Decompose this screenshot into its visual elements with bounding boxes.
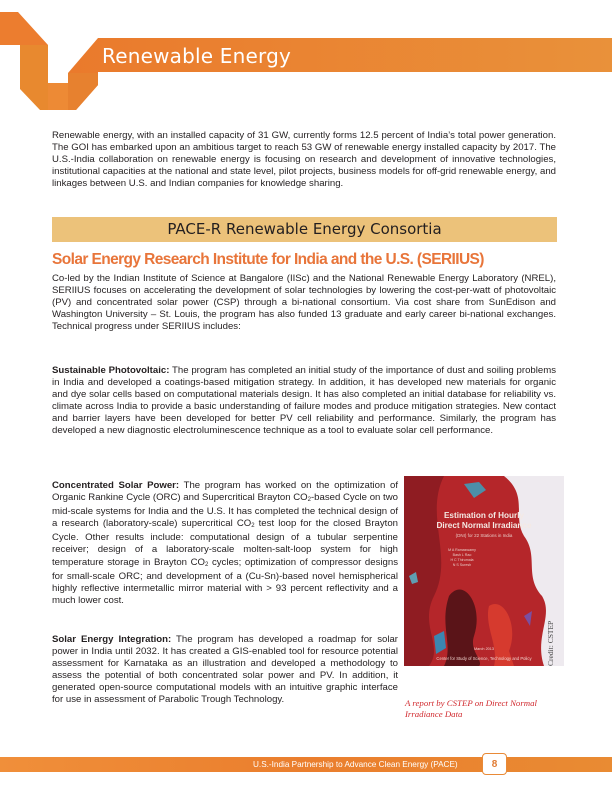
consortia-section-bar (52, 217, 557, 242)
image-credit: Credit: CSTEP (546, 620, 555, 666)
report-author: M A Ramaswamy (448, 548, 476, 552)
csp-text-3: test loop for the closed Brayton Cycle. Other results include: computational design of a tubular serpentine receiver; design of a laboratory-scale molten-salt-loop system for high temperature storage in Brayton CO (52, 518, 398, 568)
report-cover-title (404, 511, 564, 531)
report-cover-subtitle: (DNI) for 22 Stations in India (455, 533, 513, 538)
csp-text-2: -based Cycle on two mid-scale systems for India and the U.S. It has completed the technical design of a research (laboratory-scale) supercritical CO (52, 492, 398, 530)
solar-integration-paragraph (52, 634, 398, 707)
csp-text-1: The program has worked on the optimization of Organic Rankine Cycle (ORC) and Supercritical Brayton CO (52, 480, 398, 504)
report-title-line-2: Direct Normal Irradiance (436, 521, 532, 530)
csp-label: Concentrated Solar Power: (52, 480, 180, 491)
report-author: H C Thirumala (450, 558, 474, 562)
sustainable-pv-label: Sustainable Photovoltaic: (52, 365, 170, 376)
solar-integration-label: Solar Energy Integration: (52, 634, 172, 645)
cstep-report-cover-image (404, 476, 564, 666)
report-author: Bash L Rao (452, 553, 472, 557)
header-ribbon-graphic (0, 0, 612, 112)
page-number-box (482, 753, 507, 775)
report-cover-authors (440, 548, 484, 568)
co2-subscript: 2 (251, 523, 255, 530)
report-cover-artwork (404, 476, 564, 666)
seriius-heading: Solar Energy Research Institute for India and the U.S. (SERIIUS) (52, 251, 484, 268)
page-title: Renewable Energy (102, 44, 292, 68)
csp-text-4: cycles; optimization of compressor designs for small-scale ORC; and development of a (Cu-Sn)-based novel hemispherical highly reflective intermetallic mirror material with > 93 percent reflectivity and a much lower cost. (52, 556, 398, 606)
co2-subscript: 2 (307, 497, 311, 504)
report-title-line-1: Estimation of Hourly (443, 511, 525, 520)
co2-subscript: 2 (205, 561, 209, 568)
csp-paragraph (52, 480, 398, 607)
page-number: 8 (491, 759, 498, 770)
seriius-intro-paragraph: Co-led by the Indian Institute of Science at Bangalore (IISc) and the National Renewable Energy Laboratory (NREL), SERIIUS focuses on accelerating the development of solar technologies by lowering the cost-per-watt of photovoltaic (PV) and concentrated solar power (CSP) through a bi-national consortium. Via cost share from SunEdison and Washington University – St. Louis, the program has also funded 13 graduate and early career bi-national exchanges. Technical progress under SERIIUS includes: (52, 273, 556, 333)
sustainable-pv-paragraph (52, 365, 556, 438)
report-author: N S Suresh (452, 563, 472, 567)
consortia-title: PACE-R Renewable Energy Consortia (167, 220, 442, 238)
sustainable-pv-text: The program has completed an initial study of the importance of dust and soiling problems in India and developed a coatings-based mitigation strategy. In addition, it has developed new materials for organic and dye solar cells based on computational materials design. It has also completed an initial database for reliability vs. climate across India to provide a basic understanding of failure modes and produce mitigation strategies. New contact and barrier layers have been developed for better PV cell reliability and performance. Similarly, the program has developed a new diagnostic electroluminescence technique as a tool to evaluate solar cell performance. (52, 365, 557, 437)
report-cover-org: Center for Study of Science, Technology and Policy (436, 656, 532, 661)
solar-integration-text: The program has developed a roadmap for solar power in India until 2032. It has created a GIS-enabled tool for resource potential assessment for Karnataka as an illustration and developed a methodology to assess the potential of both concentrated solar power and PV. In addition, it generated open-source computational models with an intuitive graphic interface for use in assessment of Parabolic Trough Technology. (52, 634, 398, 706)
footer-text: U.S.-India Partnership to Advance Clean Energy (PACE) (253, 760, 458, 769)
image-caption: A report by CSTEP on Direct Normal Irradiance Data (405, 698, 537, 719)
report-cover-date: March 2013 (473, 647, 495, 651)
intro-paragraph: Renewable energy, with an installed capacity of 31 GW, currently forms 12.5 percent of India’s total power generation. The GOI has embarked upon an ambitious target to reach 53 GW of renewable energy installed capacity by 2017. The U.S.-India collaboration on renewable energy is focusing on research and development of innovative technologies, institutional capacities at the national and state level, pilot projects, business models for off-grid renewable energy, and linkages between U.S. and Indian companies for knowledge sharing. (52, 130, 556, 190)
